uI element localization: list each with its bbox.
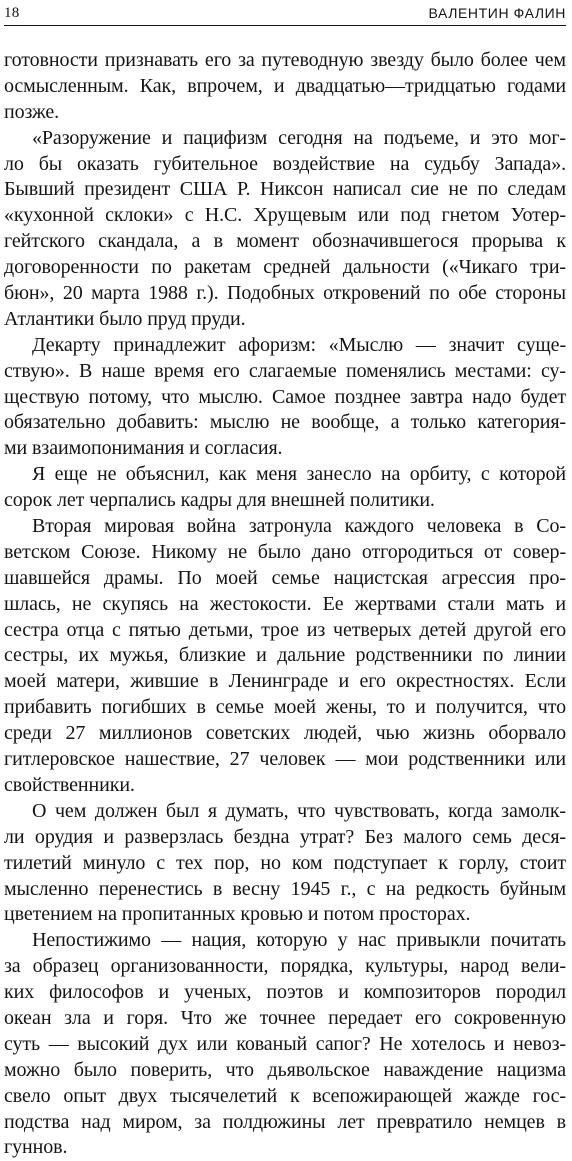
page-number: 18 [4,4,20,21]
text-line: «кухонной склоки» с Н.С. Хрущевым или под гнетом Уотер- [4,204,566,227]
text-line: шлась, не скупясь на жестокости. Ее жертвами стали мать и [4,592,566,615]
text-line: прибавить погибших в семье моей жены, то и получится, что [4,696,566,719]
author-name: ВАЛЕНТИН ФАЛИН [428,5,566,21]
text-line: Я еще не объяснил, как меня занесло на орбиту, с которой [32,463,566,486]
body-text [4,48,566,1161]
text-line: сестра отца с пятью детьми, трое из четверых детей другой его [4,618,566,641]
text-line: суть — высокий дух или кованый сапог? Не хотелось и невоз- [4,1032,566,1055]
text-line: можно было поверить, что дьявольское наваждение нацизма [4,1058,566,1081]
text-line: среди 27 миллионов советских людей, чью жизнь оборвало [4,722,566,745]
text-line: Декарту принадлежит афоризм: «Мыслю — значит суще- [32,333,566,356]
text-line: гитлеровское нашествие, 27 человек — мои родственники или [4,748,566,771]
text-line: ствую». В наше время его слагаемые поменялись местами: су- [4,359,566,382]
text-line: шавшейся драмы. По моей семье нацистская агрессия про- [4,566,566,589]
text-line: цветением на пропитанных кровью и потом просторах. [4,903,471,926]
text-line: тилетий минуло с тех пор, но ком подступает к горлу, стоит [4,851,566,874]
text-line: ли орудия и разверзлась бездна утрат? Без малого семь деся- [4,825,566,848]
text-line: ветском Союзе. Никому не было дано отгородиться от совер- [4,540,566,563]
text-line: О чем должен был я думать, что чувствовать, когда замолк- [32,799,566,822]
text-line: осмысленным. Как, впрочем, и двадцатью—тридцатью годами [4,74,566,97]
text-line: ких философов и ученых, поэтов и композиторов породил [4,981,566,1004]
text-line: сестры, их мужья, близкие и дальние родственники по линии [4,644,566,667]
text-line: готовности признавать его за путеводную звезду было более чем [4,49,566,71]
text-line: подства над миром, за полдюжины лет превратило немцев в [4,1110,566,1133]
text-line: Вторая мировая война затронула каждого человека в Со- [32,515,566,538]
text-line: гейтского скандала, а в момент обозначившегося прорыва к [4,230,566,253]
text-line: позже. [4,100,60,123]
text-line: моей матери, жившие в Ленинграде и его окрестностях. Если [4,670,566,693]
text-line: свойственники. [4,773,135,796]
text-line: мысленно перенестись в весну 1945 г., с на редкость буйным [4,877,566,900]
text-line: договоренности по ракетам средней дальности («Чикаго три- [4,256,566,279]
text-line: Бывший президент США Р. Никсон написал сие не по следам [4,178,566,201]
text-line: сорок лет черпались кадры для внешней политики. [4,489,435,512]
text-line: гуннов. [4,1136,68,1159]
text-line: Непостижимо — нация, которую у нас привыкли почитать [32,929,566,952]
text-line: бюн», 20 марта 1988 г.). Подобных откровений по обе стороны [4,282,566,305]
text-line: свело опыт двух тысячелетий к всепожирающей жажде гос- [4,1084,566,1107]
text-line: ло бы оказать губительное воздействие на судьбу Запада». [4,152,566,175]
text-line: «Разоружение и пацифизм сегодня на подъеме, и это мог- [32,126,566,149]
text-line: Атлантики было пруд пруди. [4,307,246,330]
text-line: океан зла и горя. Что же точнее передает его сокровенную [4,1006,566,1029]
text-line: обязательно добавить: мыслю не вообще, а только категория- [4,411,566,434]
text-line: за образец организованности, порядка, культуры, народ вели- [4,955,566,978]
header-rule [4,25,566,26]
text-line: ми взаимопонимания и согласия. [4,437,283,460]
text-line: ществую потому, что мыслю. Самое позднее завтра надо будет [4,385,566,408]
running-head [4,2,566,24]
